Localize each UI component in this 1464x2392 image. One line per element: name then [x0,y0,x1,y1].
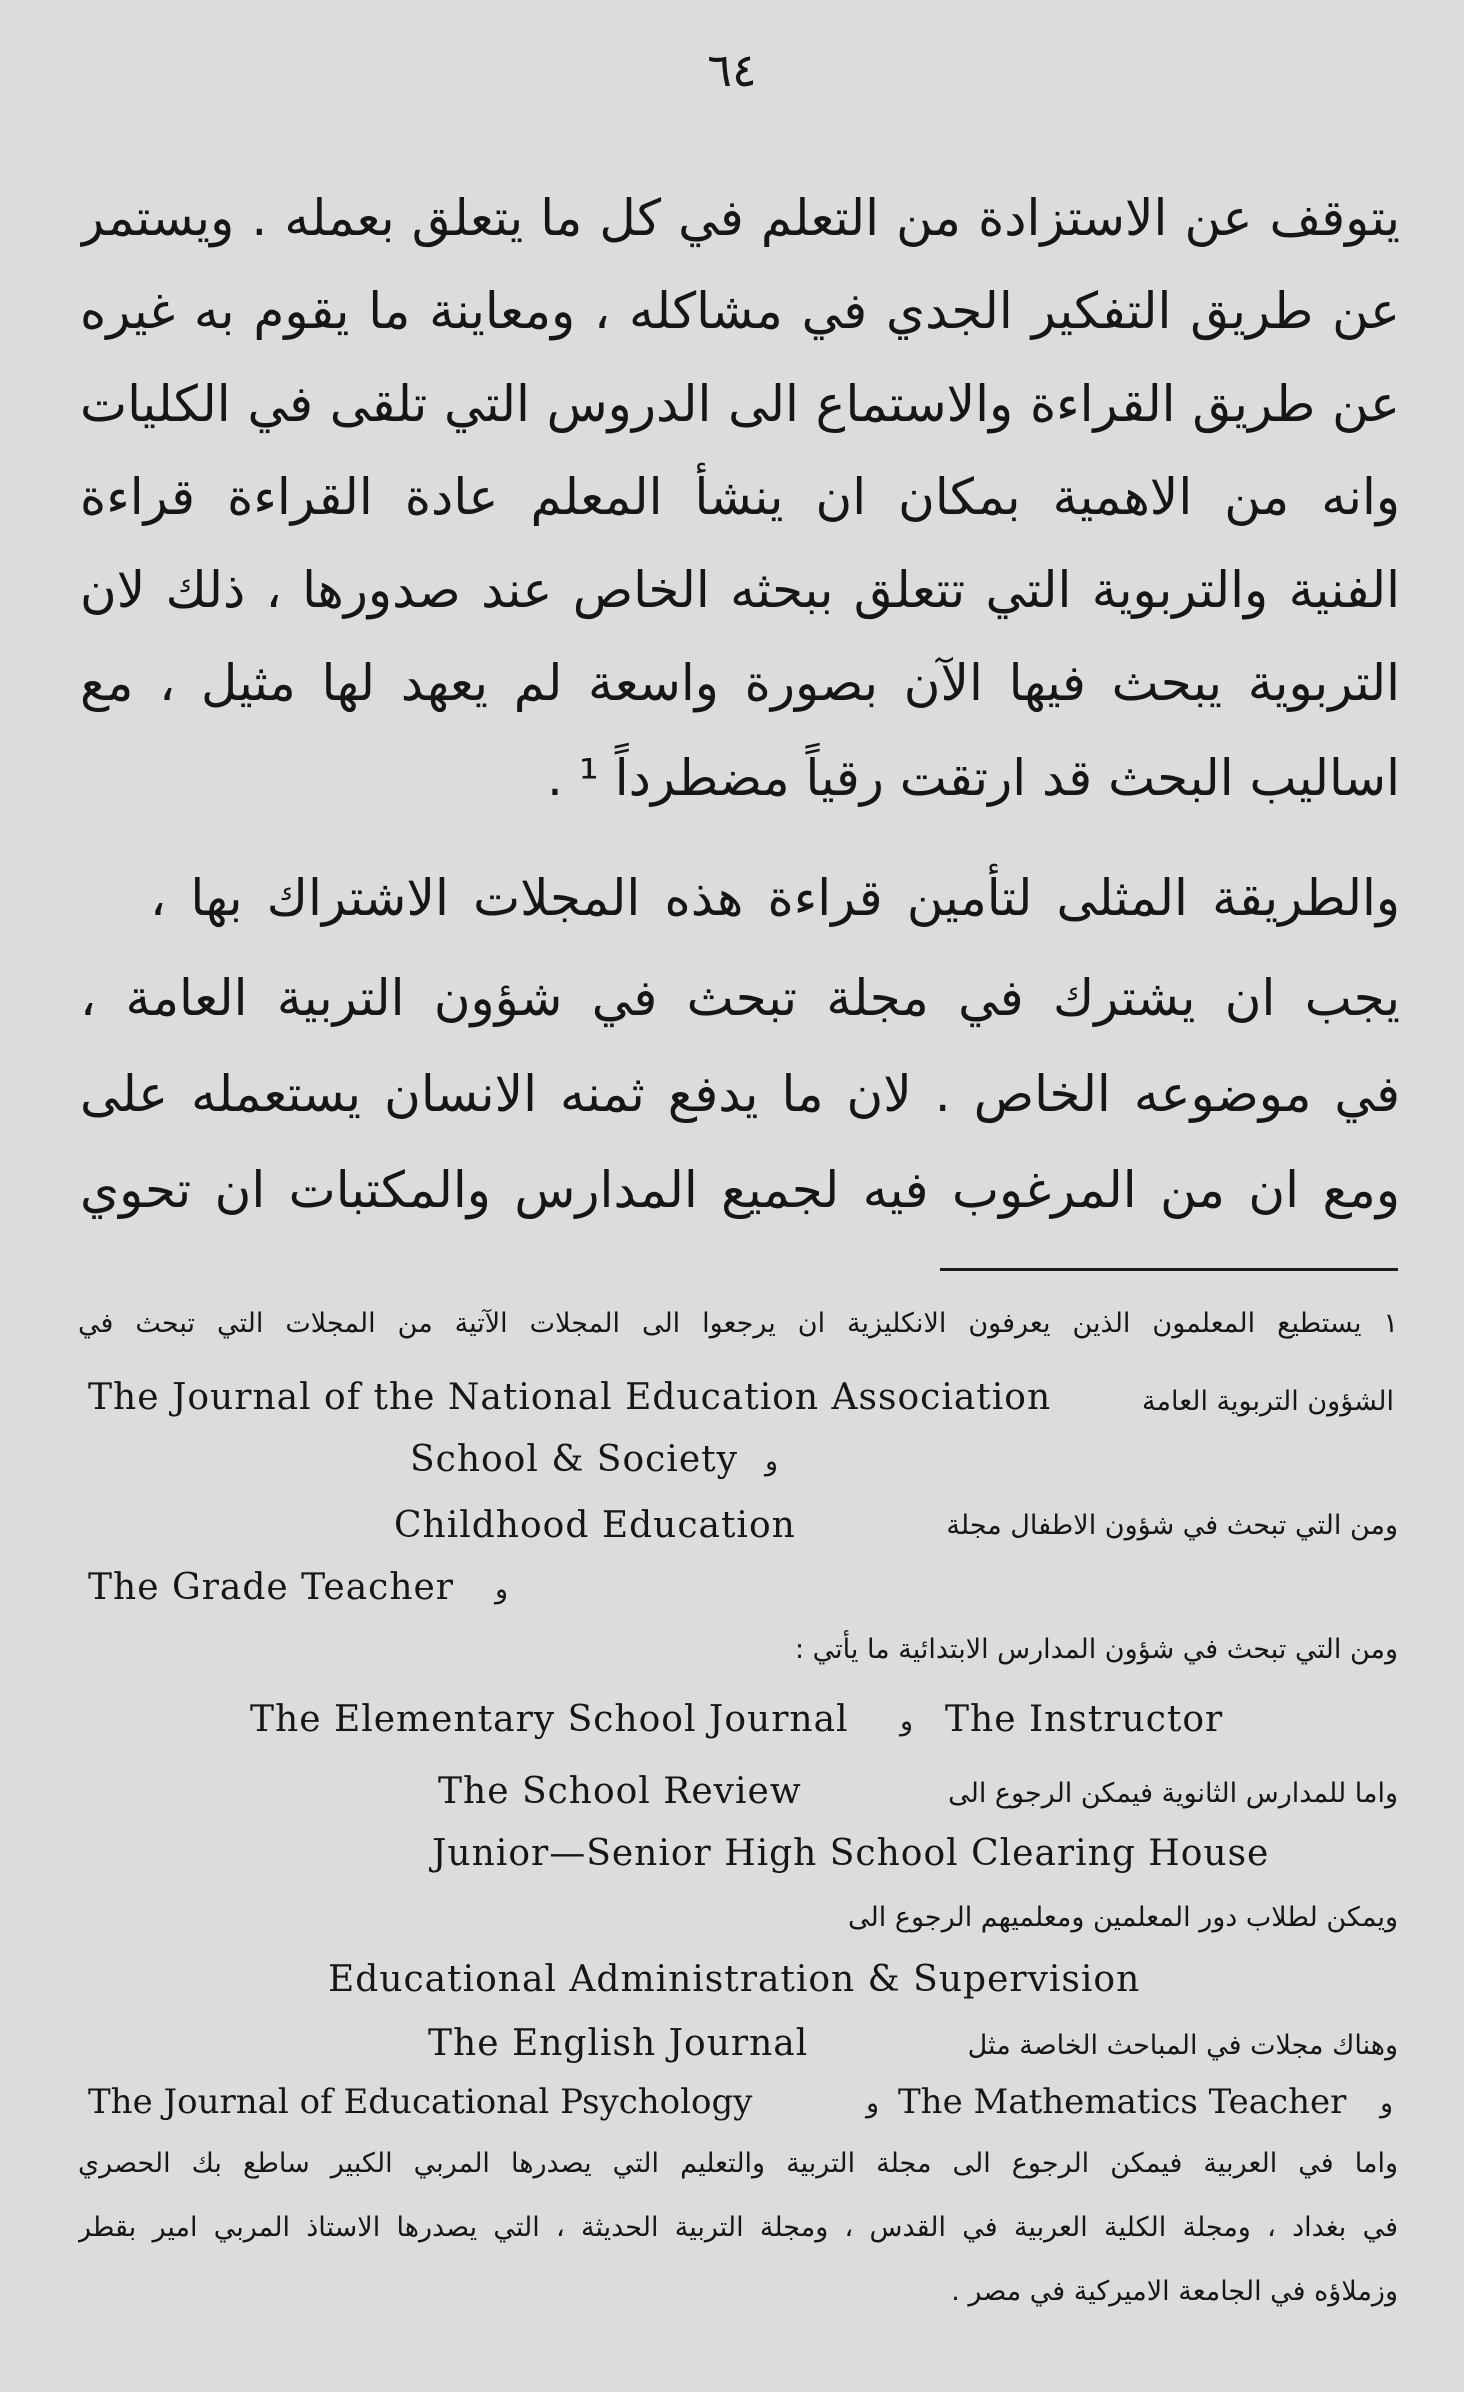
footnote-arabic: واما للمدارس الثانوية فيمكن الرجوع الى [948,1778,1398,1809]
text-line: اساليب البحث قد ارتقت رقياً مضطرداً ¹ . [547,749,1400,807]
footnote-arabic: ومن التي تبحث في شؤون المدارس الابتدائية ما يأتي : [794,1634,1398,1665]
footnote-line: في بغداد ، ومجلة الكلية العربية في القدس ، ومجلة التربية الحديثة ، التي يصدرها الاستاذ المربي امير بقطر [78,2212,1398,2243]
footnote-arabic: و [900,1706,914,1737]
journal-title: Educational Administration & Supervision [328,1959,1141,2000]
text-line: في موضوعه الخاص . لان ما يدفع ثمنه الانسان يستعمله على [80,1065,1400,1123]
page-number: ٦٤ [707,43,757,97]
text-line: الفنية والتربوية التي تتعلق ببحثه الخاص عند صدورها ، ذلك لان [80,561,1400,619]
journal-title: School & Society [410,1439,738,1480]
journal-title: The Elementary School Journal [250,1699,849,1740]
footnote-arabic: و [1380,2088,1394,2119]
journal-title: The Mathematics Teacher [898,2082,1347,2122]
journal-title: The English Journal [428,2023,809,2064]
footnote-arabic: وهناك مجلات في المباحث الخاصة مثل [967,2030,1398,2061]
journal-title: The Instructor [945,1699,1224,1740]
paragraph-start-line: والطريقة المثلى لتأمين قراءة هذه المجلات الاشتراك بها ، [150,869,1400,927]
text-line: يتوقف عن الاستزادة من التعلم في كل ما يتعلق بعمله . ويستمر [80,189,1400,247]
text-line: وانه من الاهمية بمكان ان ينشأ المعلم عادة القراءة قراءة [80,468,1400,526]
journal-title: Junior—Senior High School Clearing House [432,1833,1270,1874]
footnote-arabic: ومن التي تبحث في شؤون الاطفال مجلة [946,1510,1398,1541]
footnote-line: واما في العربية فيمكن الرجوع الى مجلة التربية والتعليم التي يصدرها المربي الكبير ساطع بك الحصري [78,2148,1398,2179]
text-line: ومع ان من المرغوب فيه لجميع المدارس والمكتبات ان تحوي [80,1161,1400,1219]
footnote-arabic: و [495,1574,509,1605]
journal-title: The Journal of Educational Psychology [88,2082,753,2122]
text-line: عن طريق التفكير الجدي في مشاكله ، ومعاينة ما يقوم به غيره [80,282,1400,340]
text-line: التربوية يبحث فيها الآن بصورة واسعة لم يعهد لها مثيل ، مع [80,654,1400,712]
footnote-rule [940,1268,1398,1271]
footnote-arabic: و [866,2088,880,2119]
journal-title: Childhood Education [394,1505,796,1546]
footnote-arabic: ويمكن لطلاب دور المعلمين ومعلميهم الرجوع الى [848,1902,1398,1933]
journal-title: The Grade Teacher [88,1567,455,1608]
journal-title: The Journal of the National Education Association [88,1377,1052,1418]
text-line: عن طريق القراءة والاستماع الى الدروس التي تلقى في الكليات [80,375,1400,433]
footnote-line: ١ يستطيع المعلمون الذين يعرفون الانكليزية ان يرجعوا الى المجلات الآتية من المجلات التي تبحث في [78,1308,1398,1339]
footnote-arabic: الشؤون التربوية العامة [1142,1386,1394,1417]
text-line: يجب ان يشترك في مجلة تبحث في شؤون التربية العامة ، [80,969,1400,1027]
footnote-arabic: و [765,1446,779,1477]
footnote-line: وزملاؤه في الجامعة الاميركية في مصر . [951,2276,1398,2307]
journal-title: The School Review [438,1771,802,1812]
